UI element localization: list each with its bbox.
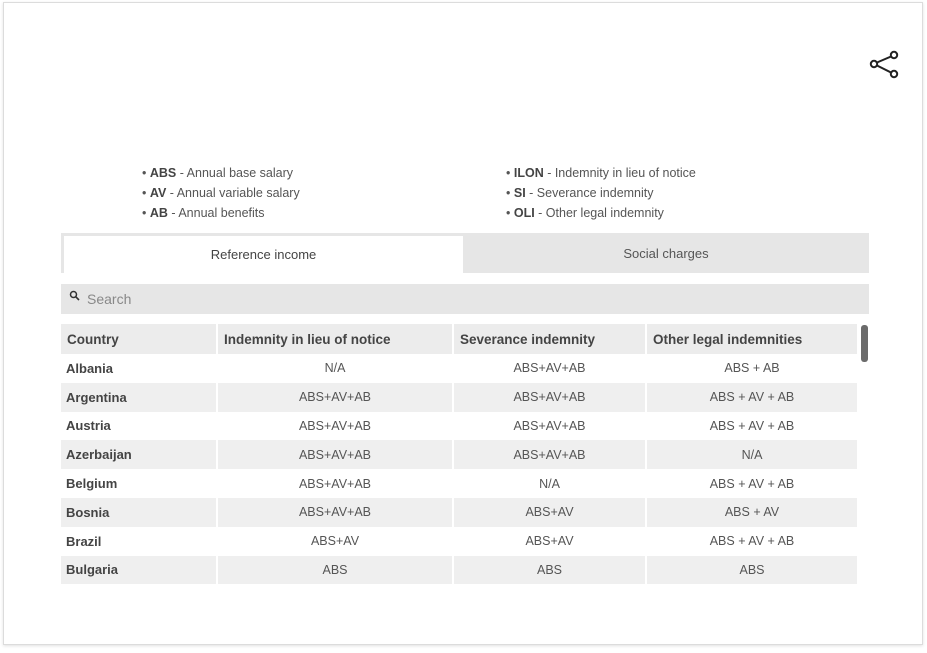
legend-desc: - Annual benefits — [167, 206, 265, 220]
legend-abbr: ILON — [513, 166, 544, 180]
legend-left — [142, 163, 300, 223]
table-scrollbar[interactable] — [861, 325, 868, 362]
table-cell: ABS+AV+AB — [453, 383, 646, 412]
table-cell: ABS+AV — [453, 527, 646, 556]
table-cell: N/A — [217, 354, 453, 383]
table-cell: ABS — [453, 556, 646, 585]
legend-abbr: AB — [149, 206, 168, 220]
table-cell: ABS+AV+AB — [217, 383, 453, 412]
table-cell: ABS+AV+AB — [453, 440, 646, 469]
table-row — [61, 383, 858, 412]
legend-abbr: OLI — [513, 206, 535, 220]
legend-abbr: SI — [513, 186, 526, 200]
country-cell: Azerbaijan — [61, 440, 217, 469]
table-cell: ABS+AV — [453, 498, 646, 527]
tab-reference-income[interactable]: Reference income — [64, 236, 463, 273]
table-cell: ABS + AV — [646, 498, 858, 527]
table-cell: ABS + AV + AB — [646, 383, 858, 412]
table-cell: ABS + AV + AB — [646, 527, 858, 556]
legend-desc: - Annual base salary — [176, 166, 294, 180]
country-cell: Argentina — [61, 383, 217, 412]
legend-desc: - Other legal indemnity — [534, 206, 664, 220]
tab-bar — [61, 233, 869, 273]
table-row — [61, 354, 858, 383]
column-header-oli[interactable]: Other legal indemnities — [646, 324, 858, 354]
tab-social-charges[interactable]: Social charges — [623, 245, 709, 261]
table-row — [61, 440, 858, 469]
table-row — [61, 412, 858, 441]
table-cell: N/A — [646, 440, 858, 469]
table-cell: N/A — [453, 469, 646, 498]
table-row — [61, 469, 858, 498]
table-cell: ABS+AV+AB — [453, 412, 646, 441]
table-cell: ABS+AV+AB — [217, 412, 453, 441]
table-cell: ABS + AV + AB — [646, 469, 858, 498]
legend-item-av: • AV - Annual variable salary — [142, 186, 300, 200]
country-cell: Austria — [61, 412, 217, 441]
table-cell: ABS — [646, 556, 858, 585]
country-cell: Brazil — [61, 527, 217, 556]
legend-desc: - Severance indemnity — [525, 186, 654, 200]
table-cell: ABS+AV+AB — [453, 354, 646, 383]
country-cell: Bulgaria — [61, 556, 217, 585]
table-cell: ABS + AB — [646, 354, 858, 383]
search-icon — [69, 289, 81, 301]
table-row — [61, 527, 858, 556]
column-header-country[interactable]: Country — [61, 324, 217, 354]
table-cell: ABS+AV+AB — [217, 498, 453, 527]
table-row — [61, 498, 858, 527]
legend-item-si: • SI - Severance indemnity — [506, 186, 654, 200]
column-header-si[interactable]: Severance indemnity — [453, 324, 646, 354]
table-cell: ABS + AV + AB — [646, 412, 858, 441]
data-table-container — [61, 324, 858, 584]
legend-right — [506, 163, 696, 223]
table-cell: ABS+AV+AB — [217, 469, 453, 498]
legend-abbr: AV — [149, 186, 167, 200]
country-cell: Bosnia — [61, 498, 217, 527]
data-table — [61, 324, 859, 584]
search-input[interactable] — [87, 285, 847, 313]
legend-item-oli: • OLI - Other legal indemnity — [506, 206, 664, 220]
table-cell: ABS+AV+AB — [217, 440, 453, 469]
country-cell: Albania — [61, 354, 217, 383]
table-cell: ABS — [217, 556, 453, 585]
legend-abbr: ABS — [149, 166, 177, 180]
share-icon[interactable] — [868, 50, 900, 80]
legend-item-ab: • AB - Annual benefits — [142, 206, 265, 220]
legend-item-abs: • ABS - Annual base salary — [142, 166, 294, 180]
legend-item-ilon: • ILON - Indemnity in lieu of notice — [506, 166, 696, 180]
table-row — [61, 556, 858, 585]
legend-desc: - Annual variable salary — [166, 186, 300, 200]
legend-desc: - Indemnity in lieu of notice — [543, 166, 696, 180]
table-cell: ABS+AV — [217, 527, 453, 556]
search-bar — [61, 284, 869, 314]
table-body — [61, 354, 858, 584]
column-header-ilon[interactable]: Indemnity in lieu of notice — [217, 324, 453, 354]
table-header-row — [61, 324, 858, 354]
country-cell: Belgium — [61, 469, 217, 498]
